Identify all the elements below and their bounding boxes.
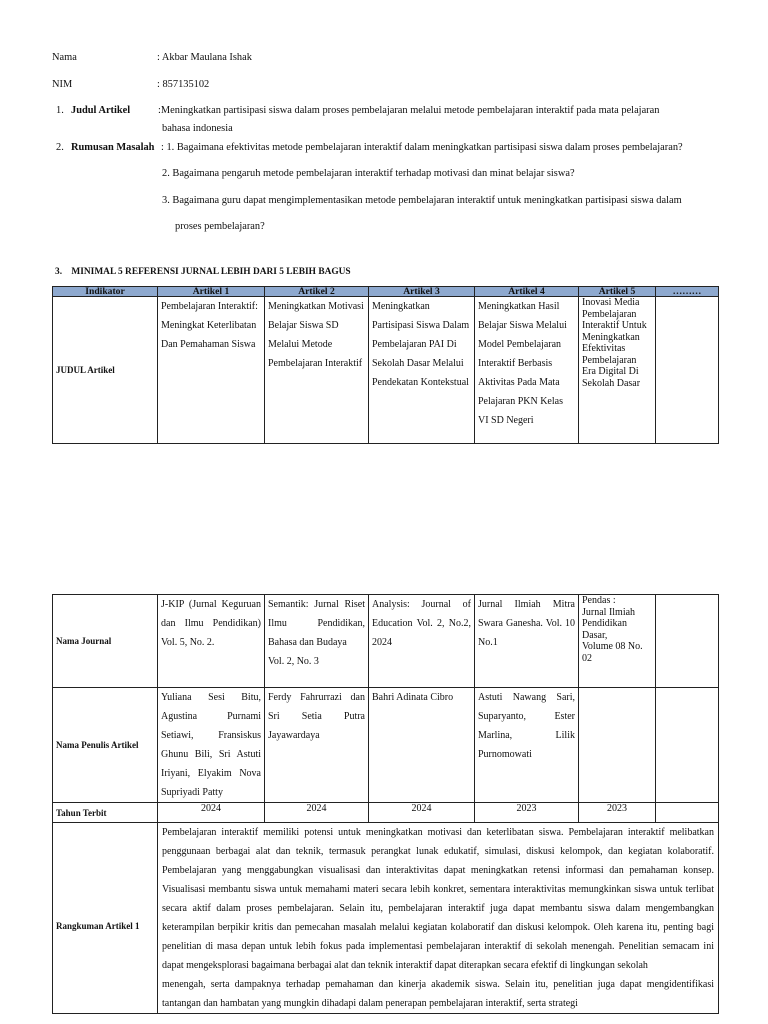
authors-more bbox=[656, 688, 719, 803]
table-row bbox=[53, 688, 719, 803]
rumusan-label: Rumusan Masalah bbox=[71, 142, 155, 153]
header-artikel-5: Artikel 5 bbox=[579, 287, 656, 297]
year-more bbox=[656, 803, 719, 823]
authors-artikel-5 bbox=[579, 688, 656, 803]
title-more bbox=[656, 297, 719, 444]
journal-artikel-5-detail: Jurnal Ilmiah Pendidikan Dasar, Volume 08 No. 02 bbox=[582, 606, 643, 664]
row-label-judul: JUDUL Artikel bbox=[53, 297, 158, 444]
row-label-authors: Nama Penulis Artikel bbox=[53, 688, 158, 803]
row-label-summary: Rangkuman Artikel 1 bbox=[53, 823, 158, 1014]
nama-value: : Akbar Maulana Ishak bbox=[157, 52, 252, 63]
authors-artikel-4: Astuti Nawang Sari, Suparyanto, Ester Marlina, Lilik Purnomowati bbox=[475, 688, 579, 803]
header-artikel-3: Artikel 3 bbox=[369, 287, 475, 297]
journal-artikel-3: Analysis: Journal of Education Vol. 2, No.2, 2024 bbox=[369, 595, 475, 688]
journal-artikel-5 bbox=[579, 595, 656, 688]
nama-label: Nama bbox=[52, 52, 77, 63]
summary-artikel-1 bbox=[158, 823, 719, 1014]
journal-artikel-1: J-KIP (Jurnal Keguruan dan Ilmu Pendidikan) Vol. 5, No. 2. bbox=[158, 595, 265, 688]
year-artikel-5: 2023 bbox=[579, 803, 656, 823]
row-label-year: Tahun Terbit bbox=[53, 803, 158, 823]
year-artikel-1: 2024 bbox=[158, 803, 265, 823]
summary-text-continued: menengah, serta dampaknya terhadap pemahaman dan kinerja akademik siswa. Selain itu, penelitian juga dapat mengidentifikasi tantangan dan hambatan yang mungkin dihadapi dalam penerapan pembelajaran interaktif, serta strategi bbox=[162, 979, 714, 1009]
table-row bbox=[53, 595, 719, 688]
header-more: ……… bbox=[656, 287, 719, 297]
rumusan-q3-line1: 3. Bagaimana guru dapat mengimplementasikan metode pembelajaran interaktif untuk meningkatkan partisipasi siswa dalam bbox=[162, 195, 682, 206]
header-indikator: Indikator bbox=[53, 287, 158, 297]
journal-more bbox=[656, 595, 719, 688]
title-artikel-1: Pembelajaran Interaktif: Meningkat Keterlibatan Dan Pemahaman Siswa bbox=[158, 297, 265, 444]
nim-label: NIM bbox=[52, 79, 73, 90]
journal-titles-table bbox=[52, 286, 719, 444]
table-row bbox=[53, 823, 719, 1014]
judul-label: Judul Artikel bbox=[71, 105, 131, 116]
authors-artikel-1: Yuliana Sesi Bitu, Agustina Purnami Setiawi, Fransiskus Ghunu Bili, Sri Astuti Iriyani, Elyakim Nova Supriyadi Patty bbox=[158, 688, 265, 803]
journal-artikel-2 bbox=[265, 595, 369, 688]
header-artikel-1: Artikel 1 bbox=[158, 287, 265, 297]
table-row bbox=[53, 803, 719, 823]
header-artikel-4: Artikel 4 bbox=[475, 287, 579, 297]
title-artikel-3: Meningkatkan Partisipasi Siswa Dalam Pembelajaran PAI Di Sekolah Dasar Melalui Pendekatan Kontekstual bbox=[369, 297, 475, 444]
year-artikel-2: 2024 bbox=[265, 803, 369, 823]
journal-details-table bbox=[52, 594, 719, 1014]
journal-artikel-5-name: Pendas : bbox=[582, 595, 616, 606]
table-row bbox=[53, 297, 719, 444]
judul-number: 1. bbox=[56, 105, 64, 116]
section3-title: 3. MINIMAL 5 REFERENSI JURNAL LEBIH DARI 5 LEBIH BAGUS bbox=[55, 267, 351, 277]
rumusan-number: 2. bbox=[56, 142, 64, 153]
year-artikel-3: 2024 bbox=[369, 803, 475, 823]
rumusan-q1: : 1. Bagaimana efektivitas metode pembelajaran interaktif dalam meningkatkan partisipasi siswa dalam proses pembelajaran? bbox=[161, 142, 683, 153]
rumusan-q3-line2: proses pembelajaran? bbox=[175, 221, 265, 232]
authors-artikel-2: Ferdy Fahrurrazi dan Sri Setia Putra Jayawardaya bbox=[265, 688, 369, 803]
summary-text: Pembelajaran interaktif memiliki potensi untuk meningkatkan motivasi dan keterlibatan siswa. Pembelajaran interaktif melibatkan penggunaan berbagai alat dan teknik, termasuk perangkat lunak edukatif, simulasi, diskusi kelompok, dan kegiatan kolaboratif. Pembelajaran yang menggabungkan visualisasi dan interaktivitas dapat meningkatkan retensi informasi dan pemahaman konsep. Visualisasi membantu siswa untuk memahami materi secara lebih konkret, sementara interaktivitas memungkinkan siswa untuk terlibat secara aktif dalam proses pembelajaran. Selain itu, pembelajaran interaktif juga dapat membantu siswa dalam mengembangkan keterampilan berpikir kritis dan pemecahan masalah melalui kegiatan kolaboratif dan diskusi kelompok. Oleh karena itu, penting bagi penelitian di masa depan untuk lebih fokus pada implementasi pembelajaran interaktif di sekolah menengah. Penelitian semacam ini dapat mengeksplorasi bagaimana berbagai alat dan teknik interaktif dapat diterapkan secara efektif di lingkungan sekolah bbox=[162, 827, 714, 971]
rumusan-q2: 2. Bagaimana pengaruh metode pembelajaran interaktif terhadap motivasi dan minat belajar siswa? bbox=[162, 168, 575, 179]
judul-text-line1: :Meningkatkan partisipasi siswa dalam proses pembelajaran melalui metode pembelajaran interaktif pada mata pelajaran bbox=[158, 105, 660, 116]
title-artikel-4: Meningkatkan Hasil Belajar Siswa Melalui Model Pembelajaran Interaktif Berbasis Aktivitas Pada Mata Pelajaran PKN Kelas VI SD Negeri bbox=[475, 297, 579, 444]
title-artikel-2: Meningkatkan Motivasi Belajar Siswa SD Melalui Metode Pembelajaran Interaktif bbox=[265, 297, 369, 444]
journal-artikel-2-volume: Vol. 2, No. 3 bbox=[268, 656, 319, 667]
journal-artikel-2-name: Semantik: Jurnal Riset Ilmu Pendidikan, Bahasa dan Budaya bbox=[268, 599, 365, 648]
table1-header-row bbox=[53, 287, 719, 297]
row-label-journal: Nama Journal bbox=[53, 595, 158, 688]
year-artikel-4: 2023 bbox=[475, 803, 579, 823]
journal-artikel-4: Jurnal Ilmiah Mitra Swara Ganesha. Vol. 10 No.1 bbox=[475, 595, 579, 688]
judul-text-line2: bahasa indonesia bbox=[162, 123, 233, 134]
header-artikel-2: Artikel 2 bbox=[265, 287, 369, 297]
title-artikel-5: Inovasi Media Pembelajaran Interaktif Untuk Meningkatkan Efektivitas Pembelajaran Era Digital Di Sekolah Dasar bbox=[579, 297, 656, 444]
authors-artikel-3: Bahri Adinata Cibro bbox=[369, 688, 475, 803]
nim-value: : 857135102 bbox=[157, 79, 210, 90]
